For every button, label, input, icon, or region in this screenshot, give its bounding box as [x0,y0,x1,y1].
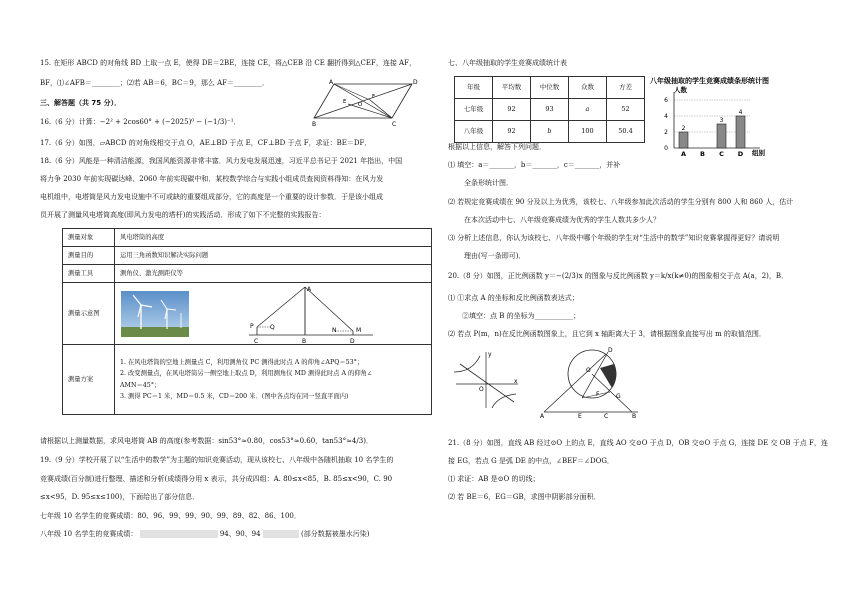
chart-xlabel: 组别 [752,149,765,157]
q19-info: 根据以上信息，解答下列问题． [448,143,546,151]
chart-title: 八年级抽取的学生竞赛成绩条形统计图 [650,77,769,85]
q21-label-a: A [540,413,545,418]
q18-label-c: C [254,338,259,345]
q19-part2-cont: 在本次活动中七、八年级竞赛成绩为优秀的学生人数共多少人？ [464,216,660,224]
header-cell: 众数 [569,77,607,99]
chart-xtick-label: B [700,150,705,158]
chart-data-label: 2 [681,125,686,132]
q18-label-b: B [302,338,307,345]
grade8-note: (部分数据被墨水污染) [301,530,370,538]
q15-line1: 15. 在矩形 ABCD 的对角线 BD 上取一点 E，使得 DE＝2BE，连接 CE，将△CEB 沿 CE 翻折得到△CEF，连接 AF， [40,59,416,67]
q18-line4: 员开展了测量风电塔筒高度(即风力发电的塔杆)的实践活动．形成了如下不完整的实践报告： [40,211,326,219]
q19-part2: ⑵ 若规定竞赛成绩在 90 分及以上为优秀，该校七、八年级参加此次活动的学生分别有 800 人和 860 人，估计 [448,198,794,206]
q19-part3: ⑶ 分析上述信息，你认为该校七、八年级中哪个年级的学生对“生活中的数学”知识竞赛掌握得更好？请说明 [448,234,780,242]
chart-data-label: 4 [738,109,743,116]
header-cell: 平均数 [493,77,531,99]
chart-xtick-label: D [737,150,744,158]
table-cell: b [531,121,569,143]
q15-label-c: C [392,121,397,128]
q21-part2: ⑵ 若 BE＝6，EG＝GB，求图中阴影部分面积． [448,493,601,501]
q20-line1: 20.（8 分）如图，正比例函数 y＝−(2/3)x 的图象与反比例函数 y＝k/x(k≠0)的图象相交于点 A(a，2)，B． [448,272,789,280]
q18-line3: 电机组中，电塔筒是风力发电设施中不可或缺的重要组成部分，它的高度是一个重要的设计参数．于是该小组成 [40,193,383,201]
q19-grade7-scores: 七年级 10 名学生的竞赛成绩：80、96、99、99、90、99、89、82、86、100． [40,512,301,520]
q18-elevation-diagram [235,283,385,345]
header-cell: 方差 [607,77,645,99]
scheme-step-3: 3. 测得 PC＝1 米，MD＝0.5 米，CD＝200 米．(图中各点均在同一竖直平面内) [120,392,349,400]
report-object-label: 测量对象 [63,229,115,247]
q19-part1-cont: 全条形统计图． [464,179,513,187]
q15-parallelogram-diagram [312,78,430,128]
practice-report-table [62,228,432,415]
table-row [455,121,645,143]
table-row [455,99,645,121]
table-cell: 93 [531,99,569,121]
chart-ytick-label: 0 [664,145,668,152]
ink-smudge-1 [140,530,218,538]
q21-label-d: D [608,347,613,354]
q21-label-c: C [604,413,609,418]
q15-label-b: B [312,121,317,128]
chart-xtick-label: C [719,150,724,158]
q18-label-a: A [307,286,312,293]
q18-line2: 将力争 2030 年前实现碳达峰、2060 年前实现碳中和．某校数学综合与实践小组成员查阅资料得知：在风力发 [40,175,384,183]
report-scheme-label: 测量方案 [63,345,115,415]
report-purpose-value: 运用三角函数知识解决实际问题 [115,247,432,265]
grade8-bar-chart [646,72,826,162]
report-object-value: 风电塔筒的高度 [115,229,432,247]
wind-turbine-photo [121,291,189,337]
q15-label-e: E [343,99,347,105]
q19-line1: 19.（9 分）学校开展了以“生活中的数学”为主题的知识竞赛活动，现从该校七、八年级中各随机抽取 10 名学生的 [40,456,394,464]
table-cell: 七年级 [455,99,493,121]
table-cell: 92 [493,99,531,121]
chart-plot-area [664,92,760,158]
chart-data-label: 3 [719,117,724,124]
q19-part1: ⑴ 填空：a＝_______，b＝_______，c＝_______，并补 [448,161,621,169]
chart-ylabel: 人数 [674,86,687,94]
q18-label-p: P [250,323,254,330]
q15-label-a: A [329,79,334,86]
grade8-prefix: 八年级 10 名学生的竞赛成绩： [40,530,138,538]
scheme-step-2b: AMN＝45°； [120,381,161,389]
q20-label-x: x [514,378,518,385]
chart-bar-a [679,132,688,148]
q21-line1: 21.（8 分）如图，直线 AB 经过⊙O 上的点 E，直线 AO 交⊙O 于点 D，OB 交⊙O 于点 G，连接 DE 交 OB 于点 F，连 [448,439,828,447]
q19-line3: ≤x<95，D. 95≤x≤100)，下面给出了部分信息． [40,493,200,501]
chart-ytick-label: 2 [664,129,668,136]
q16-text: 16.（6 分）计算：−2² + 2cos60° + (−2025)⁰ − (−1/3)⁻¹． [40,118,241,126]
stats-header-row [455,77,645,99]
report-purpose-label: 测量目的 [63,247,115,265]
q21-label-f: F [596,391,600,398]
q19-grade8-scores [40,529,370,540]
scheme-step-1: 1. 在风电塔筒的空地上测量点 C，利用测角仪 PC 测得此时点 A 的仰角∠APQ＝53°； [120,359,364,367]
table-cell: 92 [493,121,531,143]
header-cell: 中位数 [531,77,569,99]
q19-part3-cont: 理由(写一条即可)． [464,252,526,260]
scheme-step-2a: 2. 改变测量点，在风电塔筒另一侧空地上取点 D，利用测角仪 MD 测得此时点 A 的仰角∠ [120,370,373,378]
q21-line2: 接 EG，若点 G 是弧 DE 的中点，∠BEF＝∠DOG． [448,457,614,465]
q18-line1: 18.（6 分）风能是一种清洁能源，我国风能资源非常丰富．风力发电发展迅速，习近平总书记于 2021 年指出，中国 [40,157,403,165]
report-tools-label: 测量工具 [63,265,115,283]
q15-line2: BF，⑴∠AFB＝________；⑵若 AB＝6，BC＝9，那么 AF＝________． [40,79,270,87]
table-cell: a [569,99,607,121]
stats-table [454,76,645,143]
table-cell: 八年级 [455,121,493,143]
section-3-heading: 三、解答题（共 75 分）． [40,99,122,107]
header-cell: 年级 [455,77,493,99]
table-cell: 52 [607,99,645,121]
q21-label-o: O [586,367,591,374]
chart-bar-d [736,116,745,148]
chart-ytick-label: 6 [664,97,668,104]
q20-label-y: y [488,351,492,358]
q18-label-n: N [332,327,337,334]
table-cell: 50.4 [607,121,645,143]
q21-label-g: G [616,393,621,400]
ink-smudge-2 [263,530,299,538]
q15-label-f: F [372,94,376,100]
q20-part2: ⑵ 若点 P(m，n)在反比例函数图象上，且它到 x 轴距离大于 3，请根据图象直接写出 m 的取值范围． [448,330,766,338]
report-diagram-cell [115,283,432,345]
report-scheme-cell [115,345,432,415]
q17-text: 17.（6 分）如图，▱ABCD 的对角线相交于点 O，AE⊥BD 于点 E，CF⊥BD 于点 F，求证：BE＝DF． [40,139,372,147]
q18-question: 请根据以上测量数据，求风电塔筒 AB 的高度(参考数据：sin53°≈0.80，cos53°≈0.60，tan53°≈4/3)． [40,437,373,445]
stats-table-title: 七、八年级抽取的学生竞赛成绩统计表 [448,59,567,67]
report-tools-value: 测角仪、激光测距仪等 [115,265,432,283]
table-cell: 100 [569,121,607,143]
q18-label-d: D [350,338,355,345]
q21-circle-diagram [540,340,640,418]
grade8-visible-scores: 94、90、94 [219,530,261,538]
q21-part1: ⑴ 求证：AB 是⊙O 的切线； [448,475,540,483]
chart-bar-c [717,124,726,148]
q21-label-b: B [632,413,637,418]
q21-label-e: E [578,413,582,418]
q15-label-d: D [413,79,418,86]
q15-label-o: O [358,102,363,108]
chart-ytick-label: 4 [664,113,668,120]
q19-line2: 竞赛成绩(百分制)进行整理、描述和分析(成绩得分用 x 表示，共分成四组：A. 80≤x<85，B. 85≤x<90，C. 90 [40,475,393,483]
q18-label-q: Q [270,324,275,331]
q20-label-o: O [479,386,484,393]
q20-function-graph [452,350,522,410]
report-diagram-label: 测量示意图 [63,283,115,345]
q20-part1-fill: ②填空：点 B 的坐标为___________； [462,312,581,320]
q18-label-m: M [356,327,362,334]
chart-xtick-label: A [680,150,687,158]
q20-part1: ⑴ ①求点 A 的坐标和反比例函数表达式； [448,294,579,302]
